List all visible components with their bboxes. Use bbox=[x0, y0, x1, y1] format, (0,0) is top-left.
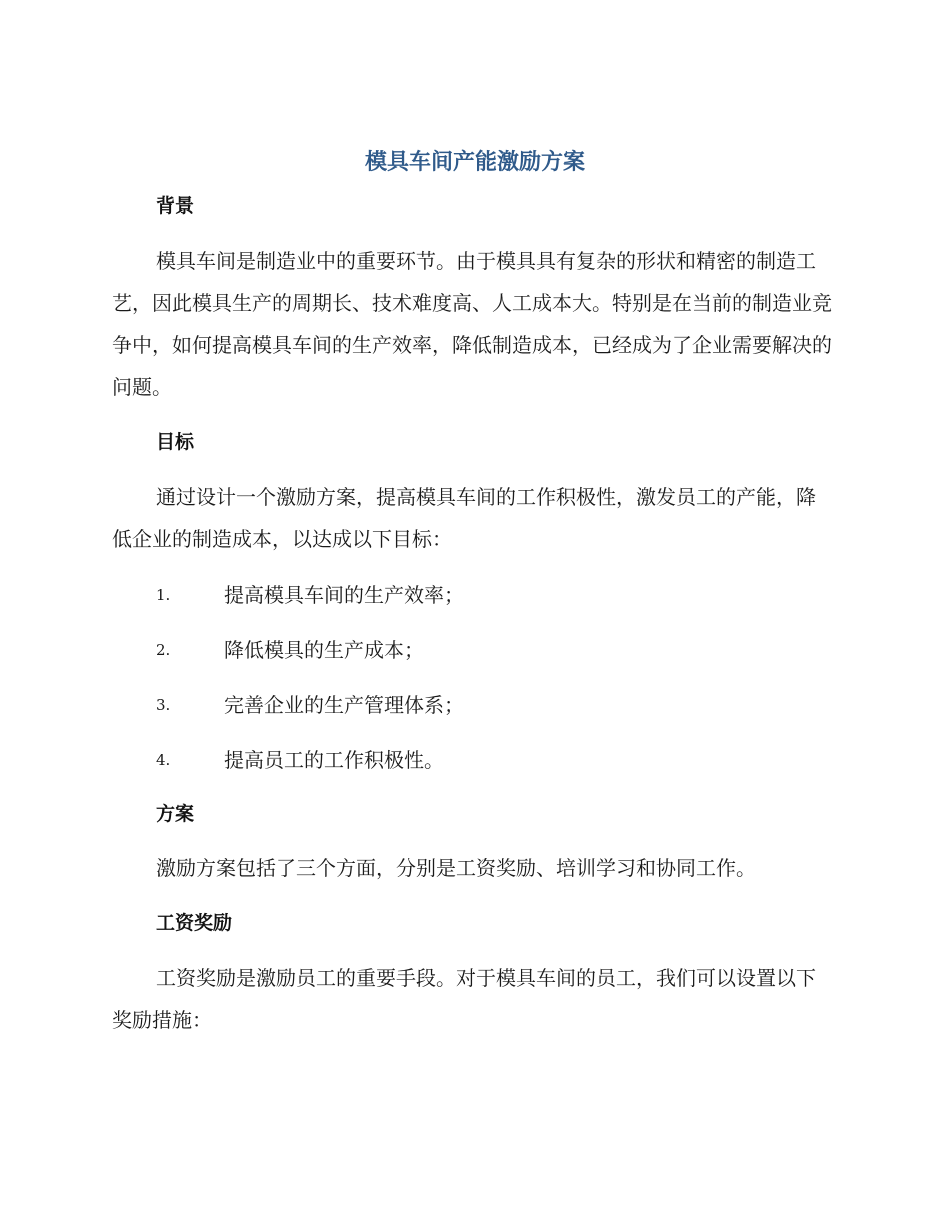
list-item-number: 3. bbox=[156, 696, 171, 714]
list-item bbox=[0, 690, 950, 720]
salary-paragraph: 工资奖励是激励员工的重要手段。对于模具车间的员工，我们可以设置以下奖励措施： bbox=[112, 966, 816, 1032]
list-item-number: 1. bbox=[156, 586, 171, 604]
list-item bbox=[0, 580, 950, 610]
list-item-number: 4. bbox=[156, 751, 171, 769]
list-item-number: 2. bbox=[156, 641, 171, 659]
section-heading-plan: 方案 bbox=[156, 803, 195, 825]
section-heading-background: 背景 bbox=[156, 195, 195, 217]
plan-paragraph: 激励方案包括了三个方面，分别是工资奖励、培训学习和协同工作。 bbox=[156, 856, 756, 880]
section-heading-salary: 工资奖励 bbox=[156, 912, 233, 934]
list-item-text: 提高员工的工作积极性。 bbox=[224, 748, 444, 772]
list-item-text: 降低模具的生产成本； bbox=[224, 638, 424, 662]
list-item bbox=[0, 745, 950, 775]
goal-paragraph: 通过设计一个激励方案，提高模具车间的工作积极性，激发员工的产能，降低企业的制造成本，以达成以下目标： bbox=[112, 485, 816, 551]
list-item-text: 提高模具车间的生产效率； bbox=[224, 583, 464, 607]
document-title: 模具车间产能激励方案 bbox=[364, 150, 585, 175]
list-item bbox=[0, 635, 950, 665]
list-item-text: 完善企业的生产管理体系； bbox=[224, 693, 464, 717]
background-paragraph: 模具车间是制造业中的重要环节。由于模具具有复杂的形状和精密的制造工艺，因此模具生产的周期长、技术难度高、人工成本大。特别是在当前的制造业竞争中，如何提高模具车间的生产效率，降低制造成本，已经成为了企业需要解决的问题。 bbox=[112, 249, 832, 399]
section-heading-goal: 目标 bbox=[156, 431, 195, 453]
